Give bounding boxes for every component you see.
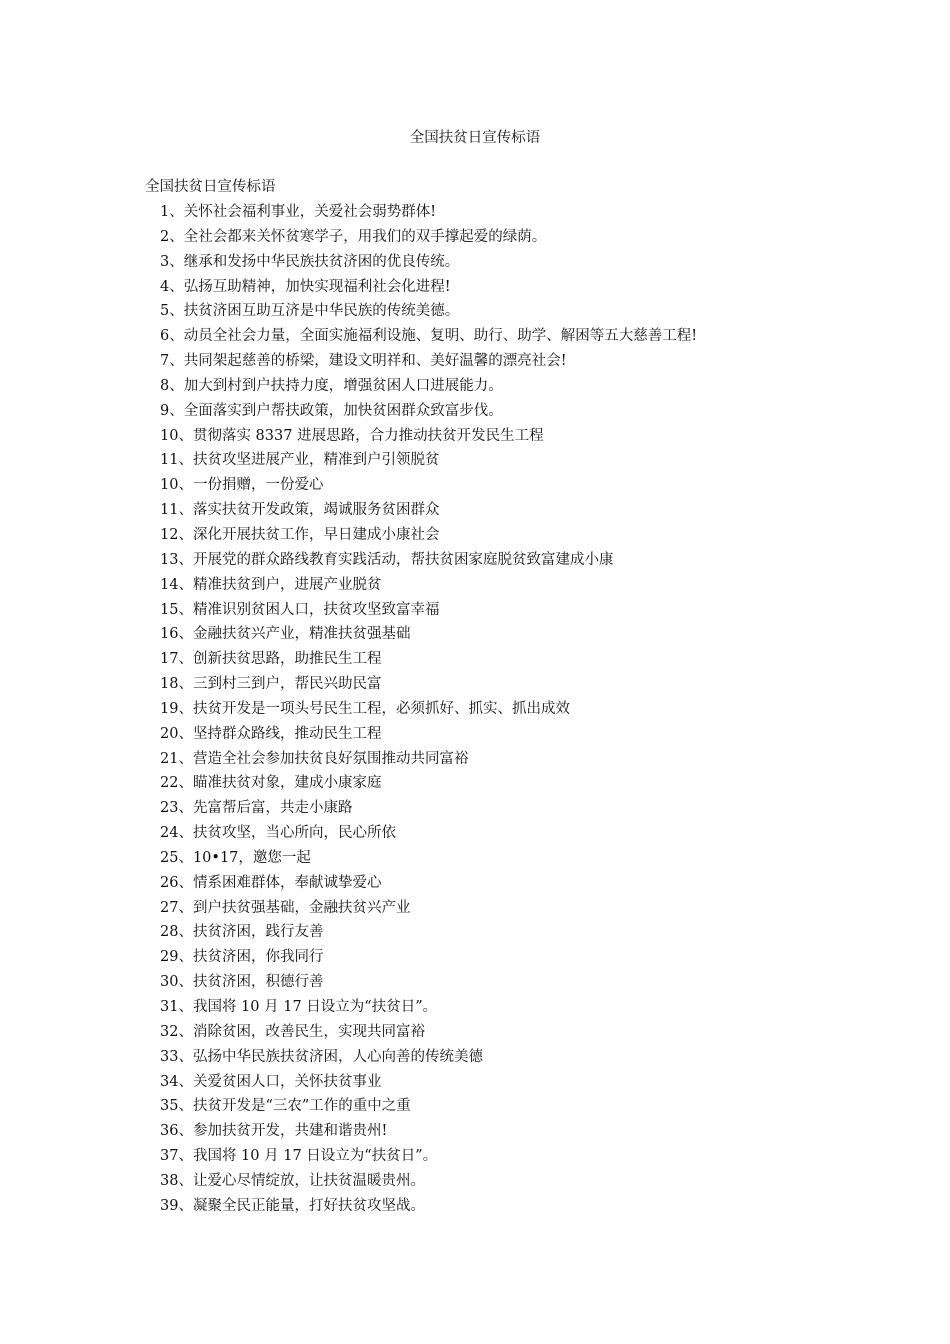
list-item: 8、加大到村到户扶持力度，增强贫困人口进展能力。 <box>160 377 503 394</box>
list-item: 23、先富帮后富，共走小康路 <box>160 800 353 817</box>
list-item: 16、金融扶贫兴产业，精准扶贫强基础 <box>160 626 411 643</box>
slogan-list <box>160 202 697 1221</box>
list-item: 10、一份捐赠，一份爱心 <box>160 477 324 494</box>
list-item: 22、瞄准扶贫对象，建成小康家庭 <box>160 775 382 792</box>
list-item: 11、落实扶贫开发政策，竭诚服务贫困群众 <box>160 502 440 519</box>
list-item: 12、深化开展扶贫工作，早日建成小康社会 <box>160 526 440 543</box>
list-item: 10、贯彻落实 8337 进展思路，合力推动扶贫开发民生工程 <box>160 427 544 444</box>
list-item: 29、扶贫济困，你我同行 <box>160 949 324 966</box>
document-title: 全国扶贫日宣传标语 <box>409 130 541 146</box>
list-item: 20、坚持群众路线，推动民生工程 <box>160 725 382 742</box>
section-heading: 全国扶贫日宣传标语 <box>145 179 276 195</box>
list-item: 13、开展党的群众路线教育实践活动，帮扶贫困家庭脱贫致富建成小康 <box>160 551 614 568</box>
list-item: 36、参加扶贫开发，共建和谐贵州! <box>160 1123 388 1140</box>
list-item: 4、弘扬互助精神，加快实现福利社会化进程! <box>160 278 451 295</box>
list-item: 33、弘扬中华民族扶贫济困，人心向善的传统美德 <box>160 1048 483 1065</box>
list-item: 28、扶贫济困，践行友善 <box>160 924 324 941</box>
list-item: 19、扶贫开发是一项头号民生工程，必须抓好、抓实、抓出成效 <box>160 700 570 717</box>
list-item: 2、全社会都来关怀贫寒学子，用我们的双手撑起爱的绿荫。 <box>160 228 547 245</box>
list-item: 30、扶贫济困，积德行善 <box>160 974 324 991</box>
list-item: 3、继承和发扬中华民族扶贫济困的优良传统。 <box>160 253 460 270</box>
list-item: 9、全面落实到户帮扶政策，加快贫困群众致富步伐。 <box>160 402 503 419</box>
list-item: 15、精准识别贫困人口，扶贫攻坚致富幸福 <box>160 601 440 618</box>
list-item: 25、10•17，邀您一起 <box>160 849 311 866</box>
list-item: 37、我国将 10 月 17 日设立为“扶贫日”。 <box>160 1148 438 1165</box>
list-item: 38、让爱心尽情绽放，让扶贫温暖贵州。 <box>160 1172 425 1189</box>
list-item: 31、我国将 10 月 17 日设立为“扶贫日”。 <box>160 999 438 1015</box>
list-item: 35、扶贫开发是“三农”工作的重中之重 <box>160 1098 411 1115</box>
list-item: 32、消除贫困，改善民生，实现共同富裕 <box>160 1023 425 1040</box>
list-item: 6、动员全社会力量，全面实施福利设施、复明、助行、助学、解困等五大慈善工程! <box>160 328 698 345</box>
list-item: 1、关怀社会福利事业，关爱社会弱势群体! <box>160 204 437 220</box>
list-item: 21、营造全社会参加扶贫良好氛围推动共同富裕 <box>160 750 469 767</box>
list-item: 5、扶贫济困互助互济是中华民族的传统美德。 <box>160 303 460 320</box>
list-item: 26、情系困难群体，奉献诚挚爱心 <box>160 874 382 891</box>
list-item: 18、三到村三到户，帮民兴助民富 <box>160 676 382 693</box>
list-item: 34、关爱贫困人口，关怀扶贫事业 <box>160 1073 382 1090</box>
list-item: 7、共同架起慈善的桥梁，建设文明祥和、美好温馨的漂亮社会! <box>160 353 567 370</box>
list-item: 14、精准扶贫到户，进展产业脱贫 <box>160 576 382 593</box>
list-item: 27、到户扶贫强基础，金融扶贫兴产业 <box>160 899 411 916</box>
list-item: 39、凝聚全民正能量，打好扶贫攻坚战。 <box>160 1197 425 1214</box>
list-item: 11、扶贫攻坚进展产业，精准到户引领脱贫 <box>160 452 440 469</box>
list-item: 17、创新扶贫思路，助推民生工程 <box>160 651 382 668</box>
list-item: 24、扶贫攻坚，当心所向，民心所依 <box>160 825 396 842</box>
